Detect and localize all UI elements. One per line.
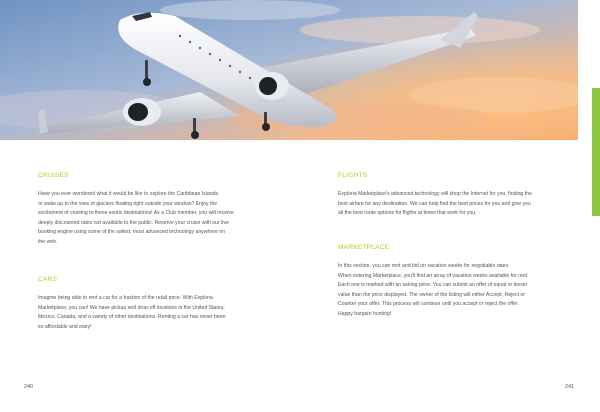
text-line: booking engine using some of the safest, most advanced technology anywhere on: [38, 229, 225, 236]
airplane-illustration: [0, 0, 578, 140]
section-heading-flights: FLIGHTS: [338, 172, 368, 179]
hero-airplane-photo: [0, 0, 578, 140]
text-line: or wake up to the view of glaciers floating right outside your window? Enjoy the: [38, 200, 218, 207]
text-line: the web.: [38, 238, 58, 245]
text-line: all the best route options for flights at times that work for you.: [338, 210, 477, 217]
text-line: best airfare for any destination. We can help find the best prices for you and give you: [338, 200, 531, 207]
text-line: Exploria Marketplace's advanced technology will shop the Internet for you, finding the: [338, 191, 532, 197]
flights-paragraph: [338, 190, 578, 219]
page-number-right: 241: [565, 384, 574, 390]
cars-paragraph: [38, 294, 288, 332]
text-line: In this section, you can rent and bid on vacation weeks for negotiable rates.: [338, 263, 510, 269]
side-tab-label: EXPLORIA MARKETPLACE: [591, 104, 600, 200]
section-heading-marketplace: MARKETPLACE: [338, 244, 390, 251]
text-line: Mexico, Canada, and a variety of other destinations. Renting a car has never been: [38, 314, 226, 321]
page-number-left: 240: [24, 384, 33, 390]
text-line: value than the price displayed. The owner of the listing will either Accept, Reject or: [338, 291, 526, 298]
text-line: excitement of cruising to these exotic destinations! As a Club member, you will receive: [38, 210, 234, 217]
cruises-paragraph: [38, 190, 288, 248]
section-heading-cruises: CRUISES: [38, 172, 69, 179]
text-line: Counter your offer. This process will continue until you accept or reject the offer.: [338, 301, 519, 308]
text-line: so affordable and easy!: [38, 323, 92, 330]
text-line: deeply discounted rates not available to the public. Reserve your cruise with our live: [38, 219, 229, 226]
text-line: Happy bargain hunting!: [338, 310, 392, 317]
text-line: Marketplace, you can! We have pickup and drop-off locations in the United States,: [38, 304, 225, 311]
section-heading-cars: CARS: [38, 276, 58, 283]
text-line: Imagine being able to rent a car for a fraction of the retail price. With Exploria: [38, 295, 213, 301]
text-line: Have you ever wondered what it would be like to explore the Caribbean Islands: [38, 191, 219, 197]
text-line: Each one is marked with an asking price. You can submit an offer of equal or lesser: [338, 282, 528, 289]
marketplace-paragraph: [338, 262, 578, 320]
text-line: When entering Marketplace, you'll find an array of vacation weeks available for rent.: [338, 272, 529, 279]
